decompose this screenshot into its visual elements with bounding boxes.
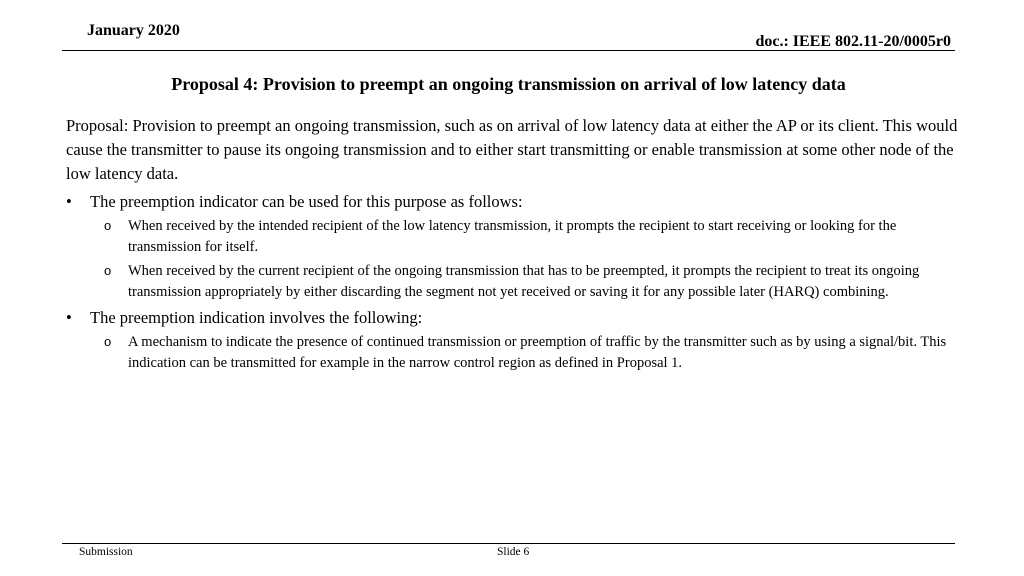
header-date: January 2020 xyxy=(87,22,180,39)
bullet-text: The preemption indication involves the following: xyxy=(90,308,423,327)
sub-bullet-text: When received by the current recipient of the ongoing transmission that has to be preempted, it prompts the recipient to treat its ongoing transmission appropriately by either discarding the segment not yet received or saving it for any possible later (HARQ) combining. xyxy=(128,263,920,300)
bullet-marker: • xyxy=(66,192,72,211)
header-doc-id: doc.: IEEE 802.11-20/0005r0 xyxy=(755,33,951,50)
slide-body xyxy=(66,114,966,377)
sub-bullet-marker: o xyxy=(104,334,112,349)
sub-bullet-item xyxy=(66,216,968,257)
sub-bullet-marker: o xyxy=(104,218,112,233)
footer-rule xyxy=(62,543,955,544)
header-rule xyxy=(62,50,955,51)
bullet-item xyxy=(66,306,966,330)
sub-bullet-text: When received by the intended recipient of the low latency transmission, it prompts the recipient to start receiving or looking for the transmission for itself. xyxy=(128,218,897,255)
intro-paragraph: Proposal: Provision to preempt an ongoing transmission, such as on arrival of low latency data at either the AP or its client. This would cause the transmitter to pause its ongoing transmission and to either start transmitting or enable transmission at some other node of the low latency data. xyxy=(66,116,958,183)
sub-bullet-text: A mechanism to indicate the presence of continued transmission or preemption of traffic by the transmitter such as by using a signal/bit. This indication can be transmitted for example in the narrow control region as defined in Proposal 1. xyxy=(128,334,947,371)
footer-submission: Submission xyxy=(79,546,133,558)
bullet-text: The preemption indicator can be used for this purpose as follows: xyxy=(90,192,523,211)
slide-title: Proposal 4: Provision to preempt an ongoing transmission on arrival of low latency data xyxy=(171,74,846,94)
sub-bullet-item xyxy=(66,261,968,302)
sub-bullet-marker: o xyxy=(104,263,112,278)
sub-bullet-item xyxy=(66,332,968,373)
footer-slide-number: Slide 6 xyxy=(497,546,530,558)
bullet-item xyxy=(66,190,966,214)
bullet-marker: • xyxy=(66,308,72,327)
